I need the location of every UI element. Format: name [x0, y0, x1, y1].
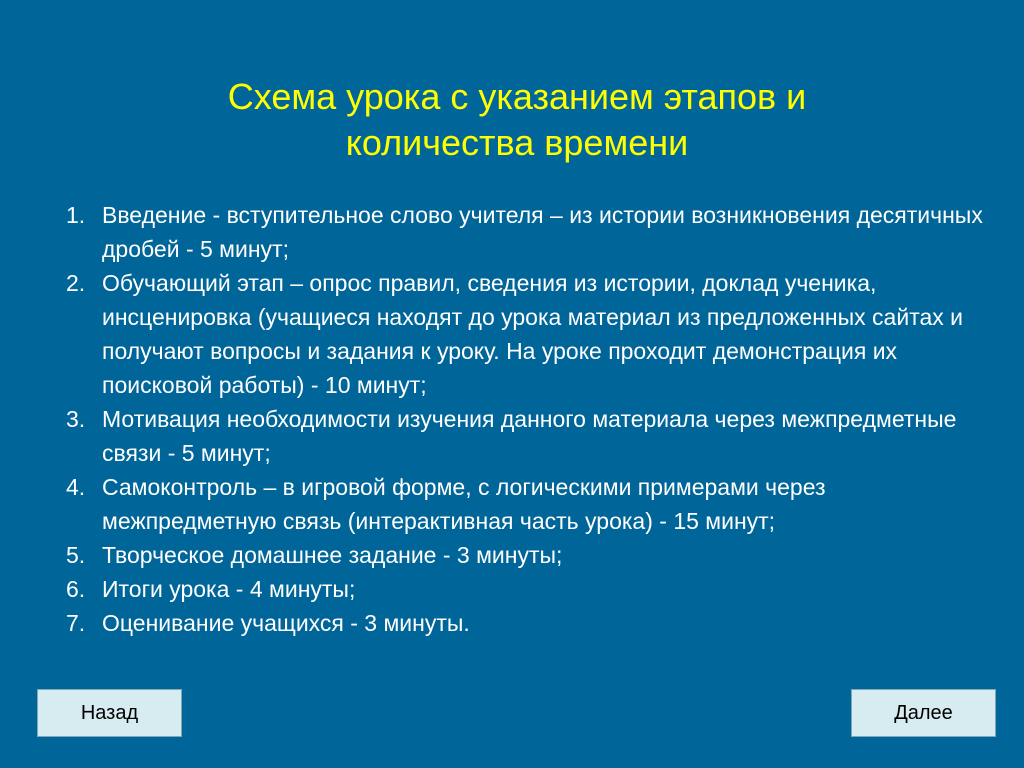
stage-number: 7.: [66, 610, 86, 636]
list-item-stage-4: [58, 470, 988, 538]
stage-number: 2.: [66, 270, 86, 296]
stage-text: Введение - вступительное слово учителя – из истории возникновения десятичных дробей - 5 минут;: [102, 202, 983, 262]
stage-number: 6.: [66, 576, 86, 602]
list-item-stage-6: [58, 572, 988, 606]
lesson-stages-list: [58, 198, 988, 640]
stage-text: Мотивация необходимости изучения данного материала через межпредметные связи - 5 минут;: [102, 406, 957, 466]
slide-title: [120, 74, 914, 166]
slide-title-line-1: Схема урока с указанием этапов и: [227, 76, 807, 117]
list-item-stage-1: [58, 198, 988, 266]
list-item-stage-2: [58, 266, 988, 402]
stage-text: Итоги урока - 4 минуты;: [102, 576, 356, 602]
next-button[interactable]: Далее: [851, 689, 996, 737]
list-item-stage-7: [58, 606, 988, 640]
stage-number: 3.: [66, 406, 86, 432]
stage-text: Обучающий этап – опрос правил, сведения из истории, доклад ученика, инсценировка (учащиеся находят до урока материал из предложенных сайтах и получают вопросы и задания к уроку. На уроке проходит демонстрация их поисковой работы) - 10 минут;: [102, 270, 963, 398]
stage-number: 4.: [66, 474, 86, 500]
stage-text: Оценивание учащихся - 3 минуты.: [102, 610, 470, 636]
slide-title-line-2: количества времени: [345, 122, 689, 163]
stage-text: Творческое домашнее задание - 3 минуты;: [102, 542, 563, 568]
back-button[interactable]: Назад: [37, 689, 182, 737]
stage-text: Самоконтроль – в игровой форме, с логическими примерами через межпредметную связь (интерактивная часть урока) - 15 минут;: [102, 474, 826, 534]
list-item-stage-5: [58, 538, 988, 572]
stage-number: 5.: [66, 542, 86, 568]
list-item-stage-3: [58, 402, 988, 470]
stage-number: 1.: [66, 202, 86, 228]
